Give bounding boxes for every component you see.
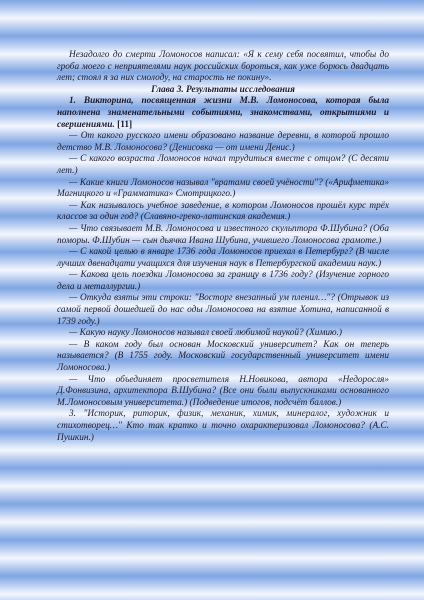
section-title-text: 1. Викторина, посвященная жизни М.В. Ломоносова, которая была наполнена знаменательными событиями, знакомствами, открытиями и свершениями. <box>57 96 389 130</box>
chapter-title: Глава 3. Результаты исследования <box>151 84 295 95</box>
question-item: — Как называлось учебное заведение, в котором Ломоносов прошёл курс трёх классов за один год? (Славяно-греко-латинская академия.) <box>57 200 389 223</box>
question-item: — Какова цель поездки Ломоносова за границу в 1736 году? (Изучение горного дела и металлургии.) <box>57 270 389 292</box>
question-item: — Откуда взяты эти строки: "Восторг внезапный ум пленил…"? (Отрывок из самой первой дошедшей до нас оды Ломоносова на взятие Хотина, написанной в 1739 году.) <box>57 293 389 327</box>
question-item: — Какую науку Ломоносов называл своей любимой наукой? (Химию.) <box>69 328 343 339</box>
question-item: — От какого русского имени образовано название деревни, в которой прошло детство М.В. Ломоносова? (Денисовка — от имени Денис.) <box>57 131 389 153</box>
document-page <box>57 50 389 444</box>
section-title <box>57 96 389 131</box>
question-item: — Какие книги Ломоносов называл "вратами своей учёности"? («Арифметика» Магницкого и «Грамматика» Смотрицкого.) <box>57 177 389 200</box>
question-item: — Что объединяет просветителя Н.Новикова, автора «Недоросля» Д.Фонвизина, архитектора В.Шубина? (Все они были выпускниками основанного М.Ломоносовым университета.) (Подведение итогов, подсчёт баллов.) <box>57 374 389 408</box>
intro-paragraph: Незадолго до смерти Ломоносов написал: «Я к сему себя посвятил, чтобы до гроба моего с неприятелями наук российских бороться, как уже борюсь двадцать лет; стоял я за них смолоду, на старость не покину». <box>57 50 389 84</box>
section-citation: [11] <box>117 119 133 130</box>
item-3: 3. "Историк, риторик, физик, механик, химик, минералог, художник и стихотворец…" Кто так кратко и точно охарактеризовал Ломоносова? (А.С. Пушкин.) <box>57 409 389 443</box>
question-item: — С какой целью в январе 1736 года Ломоносов приехал в Петербург? (В числе лучших двенадцати учащихся для изучения наук в Петербургской академии наук.) <box>57 247 389 269</box>
question-item: — С какого возраста Ломоносов начал трудиться вместе с отцом? (С десяти лет.) <box>57 154 389 176</box>
question-item: — Что связывает М.В. Ломоносова и известного скульптора Ф.Шубина? (Оба поморы. Ф.Шубин — сын дьячка Ивана Шубина, учившего Ломоносова грамоте.) <box>57 223 389 246</box>
question-item: — В каком году был основан Московский университет? Как он теперь называется? (В 1755 году. Московский государственный университет имени Ломоносова.) <box>57 339 389 374</box>
